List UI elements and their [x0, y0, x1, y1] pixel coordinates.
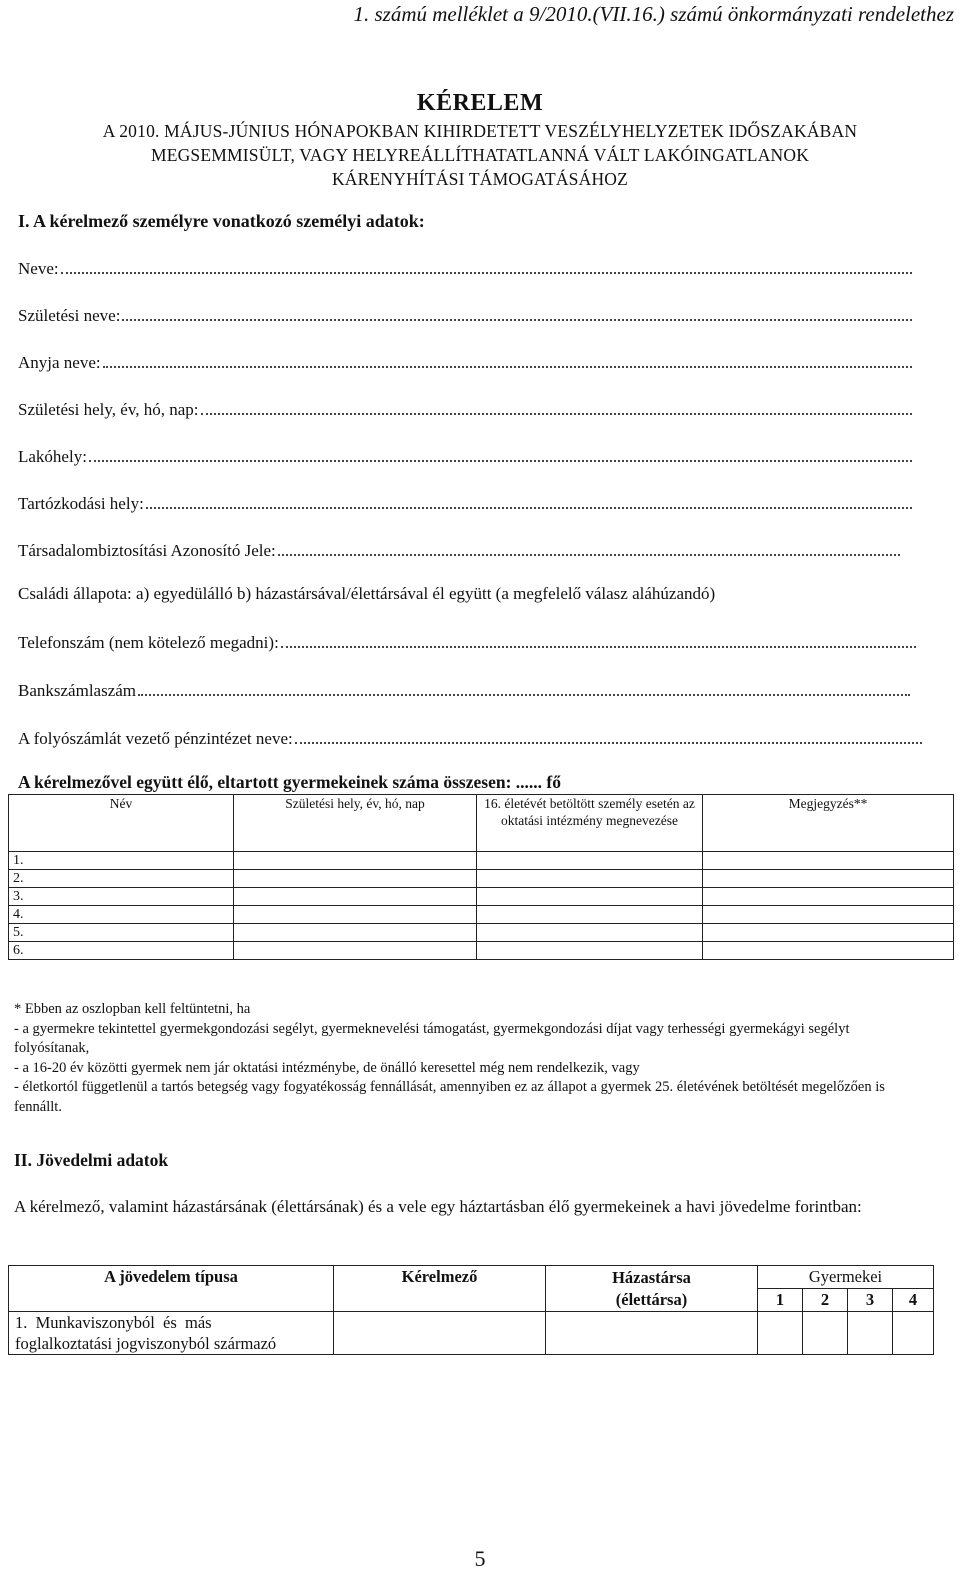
table-cell[interactable]: [477, 906, 703, 924]
column-header-school: 16. életévét betöltött személy esetén az oktatási intézmény megnevezése: [477, 795, 703, 852]
footnote-item: - a gyermekre tekintettel gyermekgondozási segélyt, gyermeknevelési támogatást, gyermekgondozási díjat vagy terhességi gyermekágyi segélyt folyósítanak,: [14, 1020, 850, 1056]
spouse-sublabel: (élettársa): [615, 1289, 688, 1309]
table-row: [9, 888, 954, 906]
mother-name-field[interactable]: [18, 349, 912, 373]
taj-field[interactable]: [18, 537, 900, 561]
table-cell[interactable]: [703, 924, 954, 942]
footnote: [14, 1000, 914, 1117]
residence-fill-line[interactable]: [89, 459, 912, 462]
table-row: [9, 1312, 934, 1355]
income-table-header-row-1: [9, 1266, 934, 1289]
birth-name-field[interactable]: [18, 302, 912, 326]
column-header-children: Gyermekei: [758, 1266, 934, 1289]
subtitle-line: A 2010. MÁJUS-JÚNIUS HÓNAPOKBAN KIHIRDETETT VESZÉLYHELYZETEK IDŐSZAKÁBAN: [102, 121, 858, 141]
taj-fill-line[interactable]: [278, 553, 900, 556]
section-2-title: II. Jövedelmi adatok: [14, 1150, 169, 1170]
row-number: 1.: [9, 852, 234, 870]
table-cell[interactable]: [334, 1312, 546, 1355]
bank-name-fill-line[interactable]: [295, 741, 922, 744]
column-header-spouse: [546, 1266, 758, 1312]
table-cell[interactable]: [477, 852, 703, 870]
table-cell[interactable]: [703, 870, 954, 888]
footnote-item: - életkortól függetlenül a tartós betegség vagy fogyatékosság fennállását, amennyiben ez az állapot a gyermek 25. életévének betöltését megelőzően is fennállt.: [14, 1079, 885, 1115]
table-row: [9, 906, 954, 924]
subtitle-line: MEGSEMMISÜLT, VAGY HELYREÁLLÍTHATATLANNÁ VÁLT LAKÓINGATLANOK: [150, 145, 810, 165]
column-header-name: Név: [9, 795, 234, 852]
form-title: KÉRELEM: [416, 90, 544, 116]
birth-name-label: Születési neve:: [18, 306, 121, 325]
bank-name-label: A folyószámlát vezető pénzintézet neve:: [18, 729, 293, 748]
children-table: [8, 794, 954, 960]
page-number: 5: [474, 1546, 486, 1571]
birth-data-fill-line[interactable]: [201, 412, 912, 415]
table-cell[interactable]: [758, 1312, 803, 1355]
income-type-line: 1. Munkaviszonyból és más: [15, 1313, 212, 1332]
income-type-cell: [9, 1312, 334, 1355]
stay-place-fill-line[interactable]: [146, 506, 912, 509]
name-label: Neve:: [18, 259, 59, 278]
marital-status-statement: Családi állapota: a) egyedülálló b) házastársával/élettársával él együtt (a megfelelő válasz aláhúzandó): [18, 584, 716, 603]
table-cell[interactable]: [848, 1312, 893, 1355]
table-cell[interactable]: [803, 1312, 848, 1355]
column-header-child: 4: [893, 1289, 934, 1312]
column-header-birth: Születési hely, év, hó, nap: [234, 795, 477, 852]
table-cell[interactable]: [477, 924, 703, 942]
name-field[interactable]: [18, 255, 912, 279]
table-cell[interactable]: [893, 1312, 934, 1355]
taj-label: Társadalombiztosítási Azonosító Jele:: [18, 541, 276, 560]
table-cell[interactable]: [703, 942, 954, 960]
table-cell[interactable]: [703, 852, 954, 870]
column-header-child: 2: [803, 1289, 848, 1312]
table-cell[interactable]: [234, 906, 477, 924]
birth-data-label: Születési hely, év, hó, nap:: [18, 400, 199, 419]
spouse-label: Házastársa: [612, 1267, 691, 1287]
name-fill-line[interactable]: [61, 271, 912, 274]
phone-label: Telefonszám (nem kötelező megadni):: [18, 633, 279, 652]
table-cell[interactable]: [234, 924, 477, 942]
children-count-heading: A kérelmezővel együtt élő, eltartott gyermekeinek száma összesen: ...... fő: [18, 772, 561, 792]
table-cell[interactable]: [477, 888, 703, 906]
table-cell[interactable]: [234, 870, 477, 888]
table-cell[interactable]: [234, 942, 477, 960]
phone-field[interactable]: [18, 629, 916, 653]
residence-label: Lakóhely:: [18, 447, 87, 466]
section-1-title: I. A kérelmező személyre vonatkozó személyi adatok:: [18, 211, 425, 231]
table-row: [9, 870, 954, 888]
column-header-applicant: Kérelmező: [334, 1266, 546, 1312]
children-table-header-row: [9, 795, 954, 852]
row-number: 3.: [9, 888, 234, 906]
table-cell[interactable]: [546, 1312, 758, 1355]
table-cell[interactable]: [477, 942, 703, 960]
income-intro: A kérelmező, valamint házastársának (élettársának) és a vele egy háztartásban élő gyermekeinek a havi jövedelme forintban:: [14, 1197, 862, 1216]
residence-field[interactable]: [18, 443, 912, 467]
birth-data-field[interactable]: [18, 396, 912, 420]
bank-account-field[interactable]: [18, 677, 910, 701]
mother-name-label: Anyja neve:: [18, 353, 101, 372]
table-row: [9, 924, 954, 942]
row-number: 4.: [9, 906, 234, 924]
table-cell[interactable]: [703, 888, 954, 906]
column-header-income-type: A jövedelem típusa: [9, 1266, 334, 1312]
bank-name-field[interactable]: [18, 725, 922, 749]
table-row: [9, 942, 954, 960]
subtitle-line: KÁRENYHÍTÁSI TÁMOGATÁSÁHOZ: [331, 169, 629, 189]
mother-name-fill-line[interactable]: [103, 365, 912, 368]
row-number: 5.: [9, 924, 234, 942]
stay-place-field[interactable]: [18, 490, 912, 514]
row-number: 6.: [9, 942, 234, 960]
birth-name-fill-line[interactable]: [122, 318, 912, 321]
stay-place-label: Tartózkodási hely:: [18, 494, 144, 513]
footnote-item: - a 16-20 év közötti gyermek nem jár oktatási intézménybe, de önálló keresettel még nem rendelkezik, vagy: [14, 1059, 640, 1076]
row-number: 2.: [9, 870, 234, 888]
annex-reference: 1. számú melléklet a 9/2010.(VII.16.) számú önkormányzati rendelethez: [353, 2, 954, 26]
phone-fill-line[interactable]: [281, 645, 916, 648]
table-row: [9, 852, 954, 870]
income-table: [8, 1265, 934, 1355]
income-type-line: foglalkoztatási jogviszonyból származó: [15, 1334, 277, 1353]
table-cell[interactable]: [703, 906, 954, 924]
bank-account-label: Bankszámlaszám: [18, 681, 137, 700]
column-header-note: Megjegyzés**: [703, 795, 954, 852]
table-cell[interactable]: [477, 870, 703, 888]
column-header-child: 3: [848, 1289, 893, 1312]
bank-account-fill-line[interactable]: [138, 693, 910, 696]
footnote-intro: * Ebben az oszlopban kell feltüntetni, ha: [14, 1001, 251, 1017]
table-cell[interactable]: [234, 888, 477, 906]
column-header-child: 1: [758, 1289, 803, 1312]
table-cell[interactable]: [234, 852, 477, 870]
form-subtitle: [0, 119, 960, 191]
